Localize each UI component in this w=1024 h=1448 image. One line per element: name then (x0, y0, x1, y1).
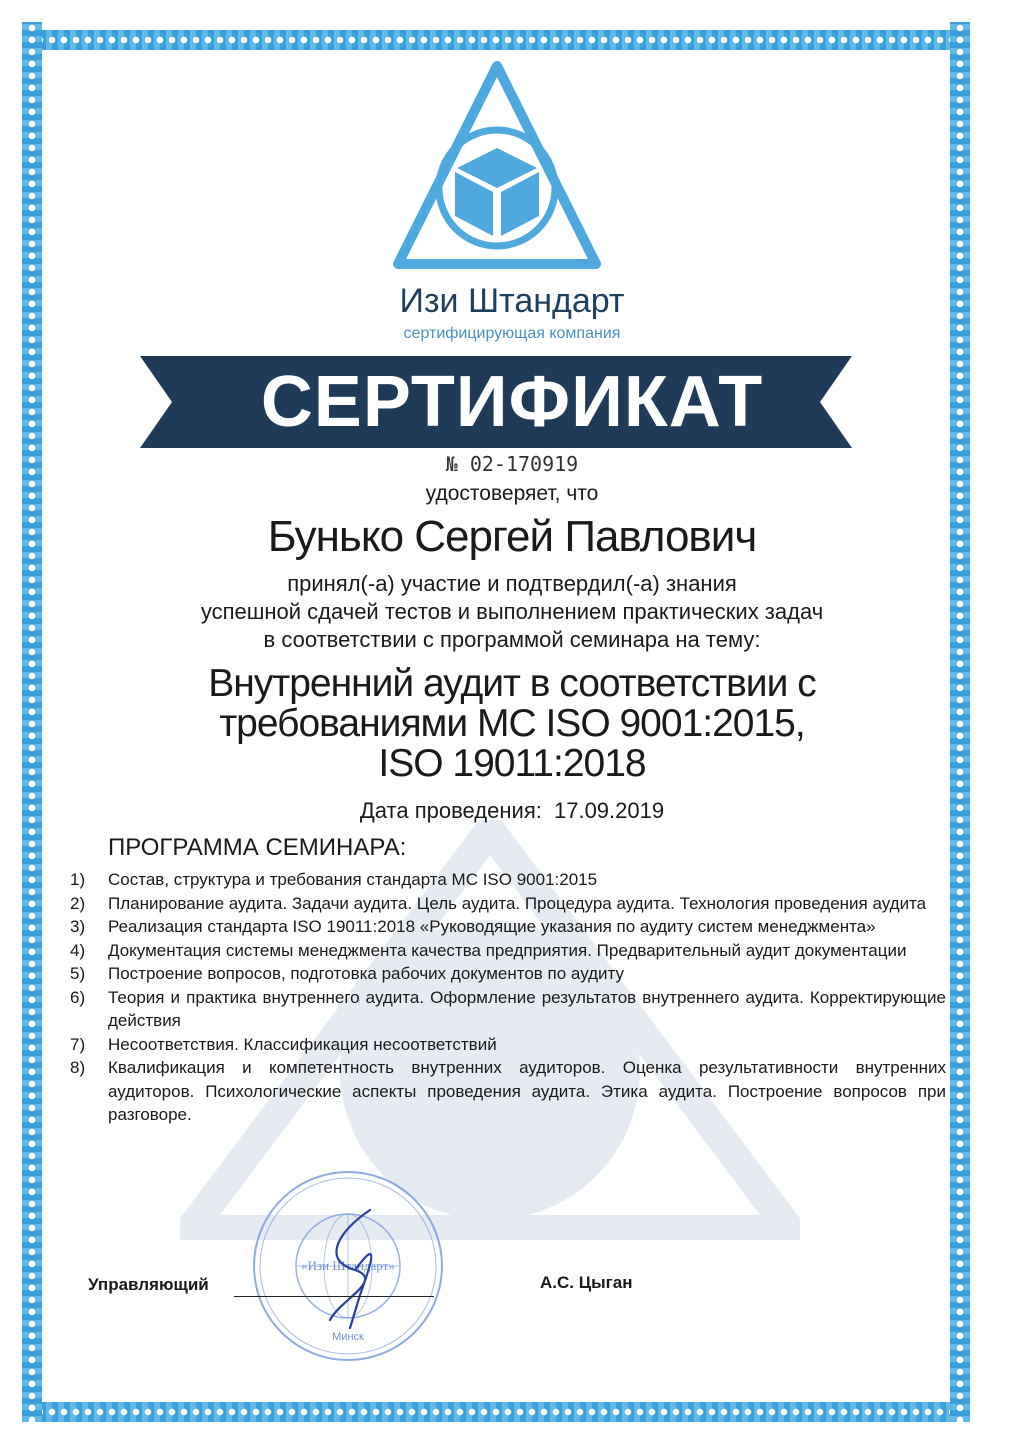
signatory-role: Управляющий (88, 1275, 209, 1294)
program-item-number: 5) (70, 964, 86, 983)
program-item-number: 3) (70, 917, 86, 936)
program-item-text: Квалификация и компетентность внутренних аудиторов. Оценка результативности внутренних аудиторов. Психологические аспекты проведения аудита. Этика аудита. Построение вопросов при разговоре. (108, 1058, 946, 1124)
brand-name: Изи Штандарт (399, 282, 625, 320)
program-item-number: 6) (70, 987, 86, 1007)
stamp-city-text: Минск (332, 1331, 364, 1343)
program-item-number: 4) (70, 940, 86, 960)
program-item-text: Теория и практика внутреннего аудита. Оформление результатов внутреннего аудита. Корректирующие действия (108, 987, 946, 1030)
body-line: успешной сдачей тестов и выполнением практических задач (200, 599, 824, 624)
program-list (70, 868, 946, 1127)
program-heading: ПРОГРАММА СЕМИНАРА: (108, 834, 407, 861)
brand-subtitle: сертифицирующая компания (403, 325, 621, 342)
program-item-text: Построение вопросов, подготовка рабочих документов по аудиту (108, 964, 625, 983)
program-item (70, 892, 946, 916)
program-item (70, 1056, 946, 1127)
signatory-name: А.С. Цыган (540, 1273, 633, 1292)
certificate-title: СЕРТИФИКАТ (260, 362, 764, 442)
certifies-text: удостоверяет, что (425, 482, 599, 505)
date-value: 17.09.2019 (553, 798, 665, 823)
program-item (70, 939, 946, 963)
body-line: принял(-а) участие и подтвердил(-а) знания (287, 571, 737, 596)
program-item-text: Планирование аудита. Задачи аудита. Цель аудита. Процедура аудита. Технология проведения аудита (108, 893, 927, 913)
program-item (70, 915, 946, 939)
program-item-number: 8) (70, 1058, 86, 1077)
program-item-number: 7) (70, 1034, 86, 1054)
signature-line (234, 1296, 434, 1297)
date-label: Дата проведения: (359, 798, 542, 823)
program-item-text: Несоответствия. Классификация несоответствий (108, 1034, 497, 1054)
border-top (22, 30, 970, 50)
seminar-date (60, 798, 964, 824)
border-left (22, 22, 42, 1422)
program-item-number: 1) (70, 870, 86, 889)
body-line: в соответствии с программой семинара на тему: (263, 627, 761, 652)
seminar-topic (60, 664, 964, 784)
program-item-text: Состав, структура и требования стандарта МС ISO 9001:2015 (108, 870, 598, 889)
program-item (70, 868, 946, 892)
topic-line: Внутренний аудит в соответствии с (208, 662, 816, 705)
program-item (70, 1033, 946, 1057)
program-item-number: 2) (70, 893, 86, 913)
topic-line: ISO 19011:2018 (378, 742, 646, 785)
topic-line: требованиями МС ISO 9001:2015, (219, 702, 805, 745)
program-item-text: Документация системы менеджмента качества предприятия. Предварительный аудит документации (108, 940, 907, 960)
recipient-name: Бунько Сергей Павлович (267, 512, 757, 561)
company-logo-icon (392, 60, 602, 270)
program-item (70, 986, 946, 1033)
border-bottom (22, 1402, 970, 1422)
stamp-center-text: «Изи Штандарт» (301, 1258, 395, 1273)
handwritten-signature (300, 1200, 410, 1330)
certificate-number: № 02-170919 (445, 452, 579, 476)
program-item (70, 962, 946, 986)
program-item-text: Реализация стандарта ISO 19011:2018 «Руководящие указания по аудиту систем менеджмента» (108, 917, 876, 936)
